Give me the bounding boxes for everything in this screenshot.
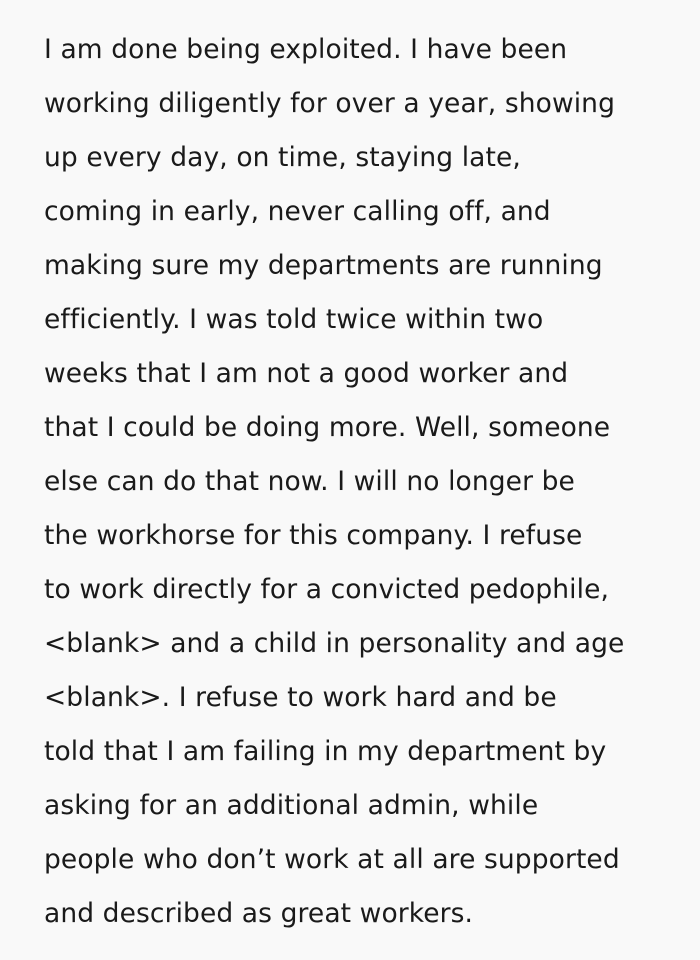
text-line: that I could be doing more. Well, someone bbox=[44, 412, 611, 443]
text-line: else can do that now. I will no longer be bbox=[44, 466, 575, 497]
text-line: making sure my departments are running bbox=[44, 250, 603, 281]
text-line: I am done being exploited. I have been bbox=[44, 34, 568, 65]
text-line: working diligently for over a year, showing bbox=[44, 88, 615, 119]
text-line: the workhorse for this company. I refuse bbox=[44, 520, 583, 551]
text-line: people who don’t work at all are supported bbox=[44, 844, 620, 875]
text-line: asking for an additional admin, while bbox=[44, 790, 539, 821]
text-line: and described as great workers. bbox=[44, 898, 474, 929]
text-line: efficiently. I was told twice within two bbox=[44, 304, 544, 335]
text-line: up every day, on time, staying late, bbox=[44, 142, 521, 173]
text-line: <blank> and a child in personality and age bbox=[44, 628, 625, 659]
text-line: weeks that I am not a good worker and bbox=[44, 358, 569, 389]
letter-text bbox=[44, 23, 684, 941]
text-line: told that I am failing in my department by bbox=[44, 736, 607, 767]
text-line: <blank>. I refuse to work hard and be bbox=[44, 682, 557, 713]
text-line: to work directly for a convicted pedophile, bbox=[44, 574, 609, 605]
text-line: coming in early, never calling off, and bbox=[44, 196, 551, 227]
